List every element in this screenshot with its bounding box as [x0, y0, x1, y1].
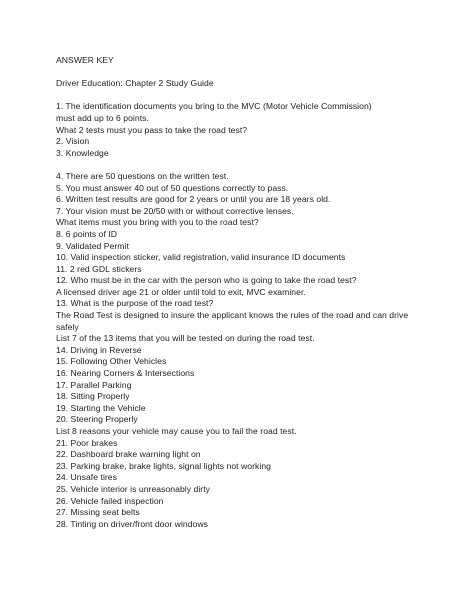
text-line: List 7 of the 13 items that you will be tested on during the road test. [56, 333, 315, 344]
text-line: A licensed driver age 21 or older until told to exit, MVC examiner. [56, 286, 306, 297]
text-line: The Road Test is designed to insure the applicant knows the rules of the road and can drive safely [56, 310, 409, 332]
text-line: 13. What is the purpose of the road test? [56, 298, 214, 309]
text-line: 16. Nearing Corners & Intersections [56, 368, 195, 379]
spacer [56, 159, 426, 171]
text-line: 4. There are 50 questions on the written test. [56, 170, 229, 181]
text-line: 18. Sitting Properly [56, 391, 130, 402]
text-line: 8. 6 points of ID [56, 228, 118, 239]
text-line: 24. Unsafe tires [56, 472, 117, 483]
text-line: 7. Your vision must be 20/50 with or without corrective lenses. [56, 205, 294, 216]
text-line: 14. Driving in Reverse [56, 344, 142, 355]
text-line: 1. The identification documents you bring to the MVC (Motor Vehicle Commission) [56, 101, 372, 112]
text-line: must add up to 6 points. [56, 112, 149, 123]
text-line: 10. Valid inspection sticker, valid registration, valid insurance ID documents [56, 252, 346, 263]
text-line: 26. Vehicle failed inspection [56, 495, 164, 506]
text-line: What items must you bring with you to the road test? [56, 217, 259, 228]
document-title: Driver Education: Chapter 2 Study Guide [56, 78, 214, 89]
text-line: 9. Validated Permit [56, 240, 129, 251]
text-line: 12. Who must be in the car with the person who is going to take the road test? [56, 275, 357, 286]
text-line: 27. Missing seat belts [56, 507, 140, 518]
text-line: 23. Parking brake, brake lights, signal lights not working [56, 460, 271, 471]
text-line: 11. 2 red GDL stickers [56, 263, 142, 274]
text-line: 25. Vehicle interior is unreasonably dirty [56, 483, 211, 494]
text-line: 2. Vision [56, 136, 90, 147]
text-line: 22. Dashboard brake warning light on [56, 449, 201, 460]
spacer [56, 90, 426, 102]
text-line: 21. Poor brakes [56, 437, 118, 448]
text-line: List 8 reasons your vehicle may cause you to fail the road test. [56, 426, 297, 436]
text-line: What 2 tests must you pass to take the road test? [56, 124, 248, 135]
text-line: 28. Tinting on driver/front door windows [56, 518, 208, 529]
text-line: 3. Knowledge [56, 147, 109, 158]
answer-key-header: ANSWER KEY [56, 55, 114, 65]
text-line: 19. Starting the Vehicle [56, 402, 146, 413]
text-line: 17. Parallel Parking [56, 379, 132, 390]
spacer [56, 67, 426, 79]
text-line: 20. Steering Properly [56, 414, 138, 425]
document-body [56, 55, 426, 530]
text-line: 15. Following Other Vehicles [56, 356, 167, 367]
text-line: 6. Written test results are good for 2 years or until you are 18 years old. [56, 194, 331, 205]
text-line: 5. You must answer 40 out of 50 questions correctly to pass. [56, 182, 289, 193]
